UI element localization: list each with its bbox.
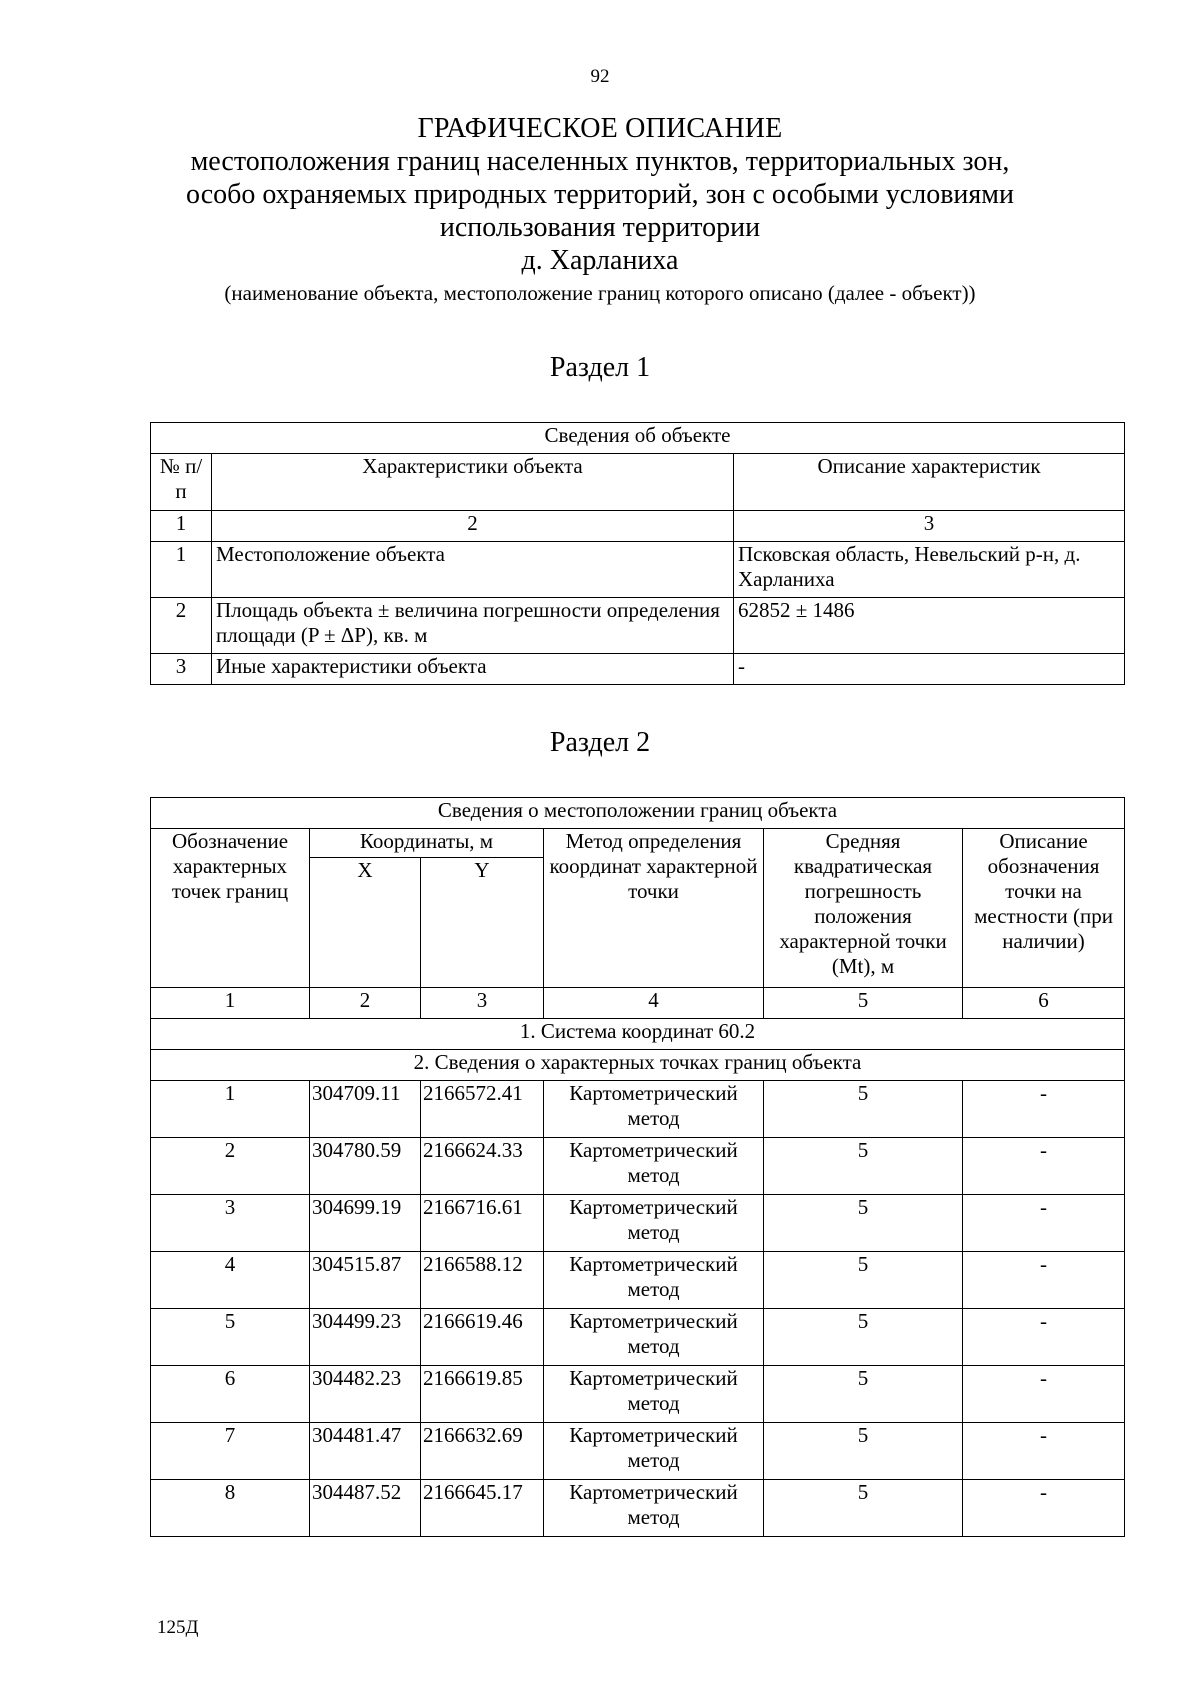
point-id: 4 [151,1252,310,1309]
row-characteristic: Площадь объекта ± величина погрешности определения площади (P ± ΔP), кв. м [212,598,734,654]
point-id: 5 [151,1309,310,1366]
table-title: Сведения об объекте [151,423,1125,454]
table-row [151,1081,1125,1138]
table-row [151,598,1125,654]
table-row [151,1252,1125,1309]
col-number: 3 [421,988,544,1019]
row-characteristic: Местоположение объекта [212,542,734,598]
page-number: 92 [590,66,610,87]
point-method: Картометрический метод [544,1366,764,1423]
point-method: Картометрический метод [544,1081,764,1138]
point-x: 304481.47 [310,1423,421,1480]
document-title [0,112,1200,307]
point-id: 7 [151,1423,310,1480]
header-y: Y [421,858,544,988]
point-y: 2166588.12 [421,1252,544,1309]
table-row [151,1423,1125,1480]
object-name: д. Харланиха [521,245,679,276]
point-method: Картометрический метод [544,1138,764,1195]
row-description: 62852 ± 1486 [734,598,1125,654]
point-error: 5 [764,1480,963,1537]
table-row [151,654,1125,685]
title-main: ГРАФИЧЕСКОЕ ОПИСАНИЕ [417,113,783,144]
title-line-1: местоположения границ населенных пунктов, территориальных зон, [190,146,1010,177]
boundary-points-table [150,797,1125,1537]
header-point-description: Описание обозначения точки на местности (при наличии) [963,829,1125,988]
point-y: 2166572.41 [421,1081,544,1138]
row-characteristic: Иные характеристики объекта [212,654,734,685]
point-error: 5 [764,1309,963,1366]
point-description: - [963,1480,1125,1537]
point-x: 304499.23 [310,1309,421,1366]
col-number: 1 [151,988,310,1019]
col-number: 3 [734,511,1125,542]
header-characteristic: Характеристики объекта [212,454,734,511]
row-num: 3 [151,654,212,685]
table-row [151,1138,1125,1195]
point-id: 1 [151,1081,310,1138]
point-id: 8 [151,1480,310,1537]
header-x: X [310,858,421,988]
point-y: 2166619.46 [421,1309,544,1366]
table-row [151,1309,1125,1366]
point-id: 3 [151,1195,310,1252]
col-number: 4 [544,988,764,1019]
row-num: 2 [151,598,212,654]
point-id: 2 [151,1138,310,1195]
row-description: Псковская область, Невельский р-н, д. Харланиха [734,542,1125,598]
col-number: 2 [310,988,421,1019]
header-description: Описание характеристик [734,454,1125,511]
point-method: Картометрический метод [544,1195,764,1252]
header-method: Метод определения координат характерной точки [544,829,764,988]
point-y: 2166645.17 [421,1480,544,1537]
point-method: Картометрический метод [544,1309,764,1366]
header-error: Средняя квадратическая погрешность положения характерной точки (Mt), м [764,829,963,988]
section-1-heading: Раздел 1 [549,352,651,383]
point-y: 2166619.85 [421,1366,544,1423]
header-num: № п/п [151,454,212,511]
col-number: 1 [151,511,212,542]
point-description: - [963,1081,1125,1138]
table-row [151,1366,1125,1423]
point-method: Картометрический метод [544,1480,764,1537]
point-error: 5 [764,1423,963,1480]
table-row [151,542,1125,598]
section-2-heading: Раздел 2 [549,727,651,758]
point-x: 304482.23 [310,1366,421,1423]
title-line-2: особо охраняемых природных территорий, зон с особыми условиями [186,179,1014,210]
point-y: 2166624.33 [421,1138,544,1195]
col-number: 2 [212,511,734,542]
table-row [151,1195,1125,1252]
points-section-row: 2. Сведения о характерных точках границ объекта [151,1050,1125,1081]
point-error: 5 [764,1081,963,1138]
header-coordinates: Координаты, м [310,829,544,858]
point-method: Картометрический метод [544,1423,764,1480]
row-num: 1 [151,542,212,598]
point-y: 2166716.61 [421,1195,544,1252]
point-description: - [963,1195,1125,1252]
point-description: - [963,1309,1125,1366]
point-description: - [963,1366,1125,1423]
point-x: 304780.59 [310,1138,421,1195]
point-description: - [963,1423,1125,1480]
point-x: 304699.19 [310,1195,421,1252]
point-y: 2166632.69 [421,1423,544,1480]
col-number: 6 [963,988,1125,1019]
coordinate-system-row: 1. Система координат 60.2 [151,1019,1125,1050]
footer-code: 125Д [157,1617,199,1638]
row-description: - [734,654,1125,685]
point-error: 5 [764,1366,963,1423]
object-name-note: (наименование объекта, местоположение границ которого описано (далее - объект)) [224,281,976,305]
point-description: - [963,1252,1125,1309]
point-error: 5 [764,1252,963,1309]
header-designation: Обозначение характерных точек границ [151,829,310,988]
object-info-table [150,422,1125,685]
point-id: 6 [151,1366,310,1423]
table-title: Сведения о местоположении границ объекта [151,798,1125,829]
col-number: 5 [764,988,963,1019]
table-row [151,1480,1125,1537]
point-method: Картометрический метод [544,1252,764,1309]
point-x: 304709.11 [310,1081,421,1138]
point-error: 5 [764,1195,963,1252]
point-error: 5 [764,1138,963,1195]
point-description: - [963,1138,1125,1195]
title-line-3: использования территории [439,212,761,243]
point-x: 304487.52 [310,1480,421,1537]
point-x: 304515.87 [310,1252,421,1309]
points-body [151,1081,1125,1537]
